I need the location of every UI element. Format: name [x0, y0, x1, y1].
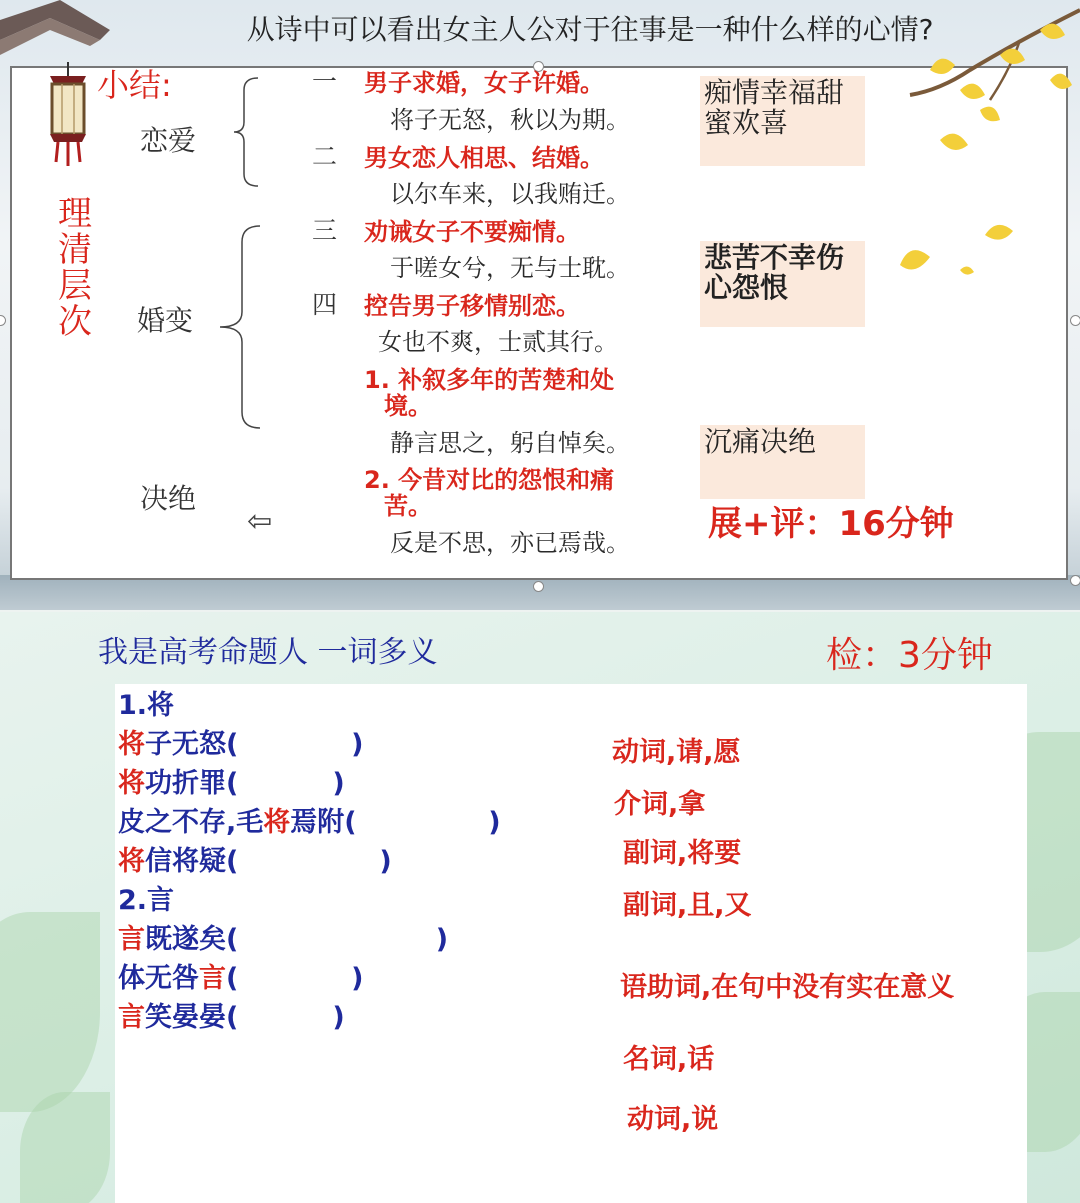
- extra-quote-2: 反是不思，亦已焉哉。: [390, 529, 630, 557]
- key-word: 将: [263, 807, 291, 838]
- brace-marriage: [216, 224, 266, 430]
- section-quote-3: 于嗟女兮，无与士耽。: [390, 254, 630, 282]
- answer-7: 动词,说: [627, 1104, 719, 1135]
- sentence-text: 功折罪(: [145, 768, 239, 799]
- question-line-6: [118, 959, 363, 998]
- question-line-3: [118, 803, 501, 842]
- emotion-box-1: 痴情幸福甜蜜欢喜: [700, 76, 865, 166]
- sentence-text: 子无怒(: [145, 729, 239, 760]
- blank-close[interactable]: ): [238, 846, 392, 877]
- sentence-text: (: [226, 963, 239, 994]
- sentence-text: 信将疑(: [145, 846, 239, 877]
- section-quote-2: 以尔车来，以我贿迁。: [390, 180, 630, 208]
- key-word: 言: [118, 1002, 145, 1033]
- key-word: 言: [118, 924, 145, 955]
- extra-red-2b: 苦。: [384, 492, 432, 520]
- polysemy-box: [115, 684, 1027, 1203]
- summary-label: 小结:: [97, 66, 172, 104]
- sentence-prefix: 体无咎: [118, 963, 199, 994]
- sentence-text: 既遂矣(: [145, 924, 239, 955]
- resize-handle-left[interactable]: [0, 315, 6, 326]
- key-word: 将: [118, 729, 145, 760]
- polysemy-title: 我是高考命题人 一词多义: [98, 635, 438, 670]
- question-title: 从诗中可以看出女主人公对于往事是一种什么样的心情?: [246, 13, 934, 46]
- answer-5: 语助词,在句中没有实在意义: [620, 972, 955, 1003]
- leaf-decoration: [0, 912, 100, 1112]
- blank-close[interactable]: ): [356, 807, 501, 838]
- check-timer: 检：3分钟: [826, 635, 993, 676]
- left-arrow-icon: ⇦: [247, 504, 273, 539]
- question-line-5: [118, 920, 448, 959]
- section-num-3: 三: [312, 216, 338, 245]
- slide-polysemy: [0, 612, 1080, 1203]
- key-word: 将: [118, 846, 145, 877]
- section-red-4: 控告男子移情别恋。: [364, 292, 580, 320]
- resize-handle-corner[interactable]: [1070, 575, 1080, 586]
- section-num-4: 四: [312, 290, 338, 319]
- section-red-1: 男子求婚，女子许婚。: [364, 69, 604, 97]
- emotion-box-3: 沉痛决绝: [700, 425, 865, 499]
- ginkgo-branch-decoration: [900, 0, 1080, 190]
- answer-4: 副词,且,又: [623, 890, 752, 921]
- blank-close[interactable]: ): [238, 729, 364, 760]
- section-quote-4: 女也不爽，士贰其行。: [378, 328, 618, 356]
- answer-2: 介词,拿: [614, 789, 706, 820]
- question-line-7: [118, 998, 345, 1037]
- present-timer: 展+评：16分钟: [708, 504, 954, 544]
- key-word: 言: [199, 963, 226, 994]
- sentence-text: 笑晏晏(: [145, 1002, 239, 1033]
- section-quote-1: 将子无怒，秋以为期。: [390, 106, 630, 134]
- lantern-icon: [38, 62, 98, 167]
- sentence-prefix: 皮之不存,毛: [118, 807, 264, 838]
- answer-1: 动词,请,愿: [612, 737, 741, 768]
- word-heading-1: 1.将: [118, 690, 175, 721]
- extra-red-1b: 境。: [384, 392, 432, 420]
- extra-quote-1: 静言思之，躬自悼矣。: [390, 429, 630, 457]
- blank-close[interactable]: ): [238, 963, 364, 994]
- section-num-1: 一: [312, 67, 338, 96]
- question-line-1: [118, 725, 363, 764]
- answer-3: 副词,将要: [623, 838, 742, 869]
- category-love: 恋爱: [140, 124, 197, 157]
- question-line-4: [118, 842, 392, 881]
- category-break: 决绝: [140, 482, 197, 515]
- blank-close[interactable]: ): [238, 924, 449, 955]
- resize-handle-right[interactable]: [1070, 315, 1080, 326]
- section-red-2: 男女恋人相思、结婚。: [364, 144, 604, 172]
- section-num-2: 二: [312, 142, 338, 171]
- vertical-label: 理清层次: [58, 194, 92, 342]
- resize-handle-bottom[interactable]: [533, 581, 544, 592]
- section-red-3: 劝诫女子不要痴情。: [364, 218, 580, 246]
- extra-red-1a: 1. 补叙多年的苦楚和处: [364, 366, 615, 394]
- extra-red-2a: 2. 今昔对比的怨恨和痛: [364, 466, 615, 494]
- ginkgo-leaves-decoration: [895, 215, 1035, 285]
- key-word: 将: [118, 768, 145, 799]
- blank-close[interactable]: ): [238, 768, 345, 799]
- word-heading-2: 2.言: [118, 885, 175, 916]
- blank-close[interactable]: ): [238, 1002, 345, 1033]
- question-line-2: [118, 764, 345, 803]
- brace-love: [230, 76, 265, 188]
- emotion-box-2: 悲苦不幸伤心怨恨: [700, 241, 865, 327]
- answer-6: 名词,话: [623, 1044, 715, 1075]
- leaf-decoration: [20, 1092, 110, 1203]
- sentence-text: 焉附(: [290, 807, 357, 838]
- category-marriage-change: 婚变: [137, 304, 194, 337]
